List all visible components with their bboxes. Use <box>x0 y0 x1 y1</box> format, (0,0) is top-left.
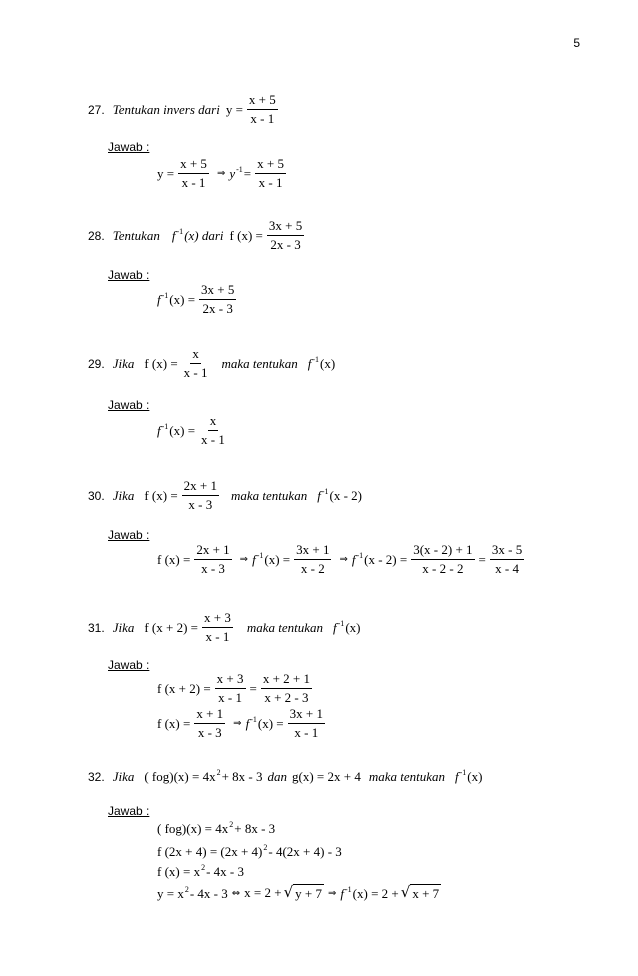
fraction: $\frac{x + 1}{x - 3}$ <box>196 706 224 740</box>
fraction: $\frac{x + 5}{x - 1}$ <box>180 156 207 190</box>
implies-arrow: ⇒ <box>339 554 348 565</box>
fraction: $\frac{x + 5}{x - 1}$ <box>257 156 284 190</box>
question-text: maka tentukan <box>246 619 324 635</box>
question-text: maka tentukan <box>221 355 298 371</box>
fraction: $\frac{3x + 5}{2x - 3}$ <box>268 218 303 252</box>
fraction: $\frac{3x + 5}{2x - 3}$ <box>201 282 235 316</box>
math: g(x) = 2x + 4 <box>292 768 361 784</box>
jawab-label: Jawab : <box>108 140 150 154</box>
fraction: $\frac{3x + 1}{x - 1}$ <box>289 706 323 740</box>
question-text: Jika <box>112 487 135 503</box>
math: f (x + 2) = <box>144 619 198 635</box>
math: f (x + 2) = <box>157 680 211 696</box>
problem-number: 30. <box>88 488 105 503</box>
page-number: 5 <box>573 36 580 50</box>
jawab-label: Jawab : <box>108 804 150 818</box>
implies-arrow: ⇒ <box>239 554 249 565</box>
math: f (x) = <box>144 355 178 371</box>
answer-28: $f^{-1}(x)$ = $\frac{3x + 5}{2x - 3}$ <box>157 282 235 316</box>
answer-31-line-2: f (x) = $\frac{x + 1}{x - 3}$ ⇒ $f^{-1}(x)$ = $\frac{3x + 1}{x - 1}$ <box>157 706 323 740</box>
problem-27 <box>88 92 282 127</box>
answer-32-line-1: ( $fog)(x) = 4x^2+ 8x - 3$ <box>157 820 276 836</box>
math: y = <box>225 101 243 117</box>
question-text: Jika <box>112 619 135 635</box>
fraction: $\frac{x + 2 + 1}{x + 2 - 3}$ <box>262 671 311 705</box>
fraction: $\frac{x + 5}{x - 1}$ <box>248 92 276 126</box>
iff-arrow: ⇔ <box>231 887 241 899</box>
jawab-label: Jawab : <box>108 268 150 282</box>
answer-32-line-2: f $(2x + 4) = (2x + 4)^2-$ 4(2x + 4) - 3 <box>157 843 342 859</box>
problem-number: 29. <box>88 356 105 371</box>
math: f (x) = <box>229 227 263 243</box>
question-text: maka tentukan <box>368 768 445 784</box>
problem-32: 32. Jika ( $fog)(x) = 4x^2+ 8x - 3$ dan g(x) = 2x + 4 maka tentukan $f^{-1}(x)$ <box>88 768 483 784</box>
problem-28: 28. Tentukan $f^{-1}(x)$ dari f (x) = $\frac{3x + 5}{2x - 3}$ <box>88 218 303 252</box>
implies-arrow: ⇒ <box>216 168 226 179</box>
implies-arrow: ⇒ <box>233 718 242 729</box>
square-root: √ y + 7 <box>283 883 322 901</box>
math: f (x) = <box>157 551 191 567</box>
jawab-label: Jawab : <box>108 528 150 542</box>
question-text: Tentukan invers dari <box>112 101 220 117</box>
question-text: maka tentukan <box>231 487 308 503</box>
jawab-label: Jawab : <box>108 658 150 672</box>
math: f (x) = <box>157 715 191 731</box>
answer-29: $f^{-1}(x)$ = $\frac{x}{x - 1}$ <box>157 413 225 447</box>
fraction: $\frac{3(x - 2) + 1}{x - 2 - 2}$ <box>413 542 473 576</box>
fraction: $\frac{3x - 5}{x - 4}$ <box>491 542 523 576</box>
math: = <box>478 551 486 567</box>
implies-arrow: ⇒ <box>327 887 337 899</box>
math: y = <box>157 165 175 181</box>
problem-number: 27. <box>88 102 105 117</box>
question-text: Tentukan <box>112 227 160 243</box>
question-text: Jika <box>112 768 135 784</box>
answer-31-line-1 <box>157 671 316 706</box>
math: f (x) = <box>144 487 178 503</box>
problem-number: 28. <box>88 228 105 243</box>
answer-30: f (x) = $\frac{2x + 1}{x - 3}$ ⇒ $f^{-1}(x)$ = $\frac{3x + 1}{x - 2}$ ⇒ $f^{-1}(x - 2)$ = $\frac{3(x - 2) + 1}{x - 2 - 2}$ = $\frac{3x - 5}{x - 4}$ <box>157 542 523 576</box>
problem-number: 31. <box>88 620 105 635</box>
fraction: $\frac{x}{x - 1}$ <box>183 346 208 380</box>
fraction: $\frac{2x + 1}{x - 3}$ <box>196 542 230 576</box>
problem-29: 29. Jika f (x) = $\frac{x}{x - 1}$ maka tentukan $f^{-1}(x)$ <box>88 346 336 380</box>
answer-27: y = $\frac{x + 5}{x - 1}$ ⇒ $y^{-1}=$ $\frac{x + 5}{x - 1}$ <box>157 156 284 190</box>
problem-number: 32. <box>88 769 105 784</box>
question-text: Jika <box>112 355 135 371</box>
fraction: $\frac{x}{x - 1}$ <box>201 413 225 447</box>
problem-30: 30. Jika f (x) = $\frac{2x + 1}{x - 3}$ maka tentukan $f^{-1}(x - 2)$ <box>88 478 362 512</box>
answer-32-line-4: $y = x^2-$ 4x - 3 ⇔ x = 2 + √ y + 7 ⇒ $f^{-1}(x) = 2$ + √ x + 7 <box>157 883 440 901</box>
math: = <box>249 680 257 696</box>
fraction: $\frac{x + 3}{x - 1}$ <box>204 610 231 644</box>
fraction: $\frac{3x + 1}{x - 2}$ <box>296 542 330 576</box>
jawab-label: Jawab : <box>108 398 150 412</box>
square-root: √ x + 7 <box>400 883 440 901</box>
question-text: dan <box>267 768 287 784</box>
fraction: $\frac{2x + 1}{x - 3}$ <box>183 478 218 512</box>
math: x = 2 + <box>244 885 282 900</box>
problem-31: 31. Jika f (x + 2) = $\frac{x + 3}{x - 1}$ maka tentukan $f^{-1}(x)$ <box>88 610 361 644</box>
fraction: $\frac{x + 3}{x - 1}$ <box>216 671 244 705</box>
answer-32-line-3: f $(x) = x^2-$ 4x - 3 <box>157 863 244 879</box>
